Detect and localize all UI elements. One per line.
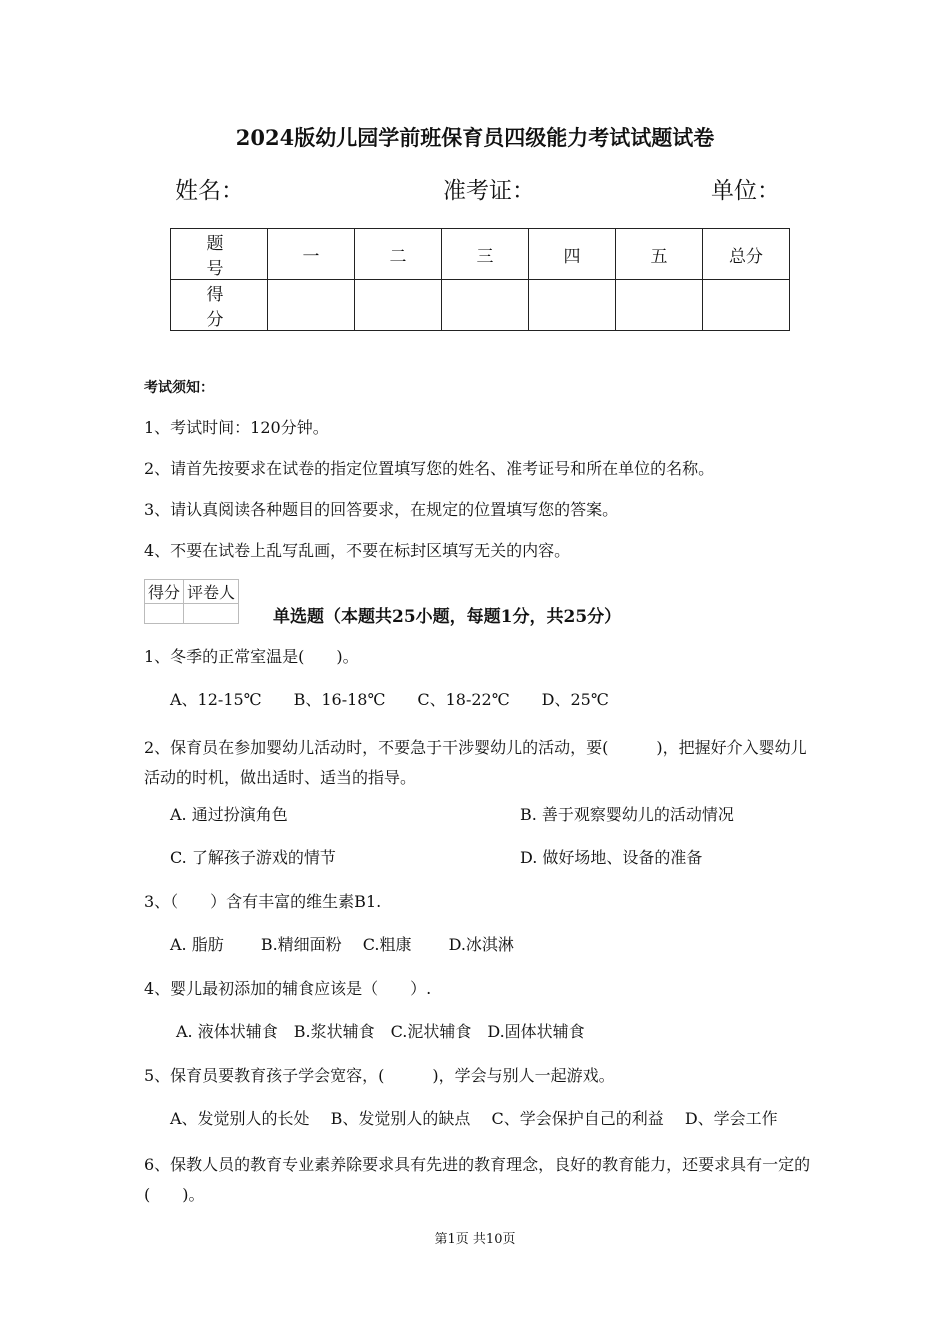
notice-item: 2、请首先按要求在试卷的指定位置填写您的姓名、准考证号和所在单位的名称。 [144,459,715,478]
exam-number-field-label: 准考证： [443,178,535,204]
question-2-option-a: A. 通过扮演角色 [170,805,288,824]
score-cell-3[interactable] [442,280,529,331]
total-header: 总分 [703,229,790,280]
notice-heading: 考试须知： [144,380,214,396]
score-cell-2[interactable] [355,280,442,331]
question-2-option-c: C. 了解孩子游戏的情节 [170,848,336,867]
notice-item: 4、不要在试卷上乱写乱画，不要在标封区填写无关的内容。 [144,541,571,560]
name-field-label: 姓名： [175,178,244,204]
score-cell-5[interactable] [616,280,703,331]
notice-item: 1、考试时间：120分钟。 [144,418,329,437]
score-cell-total[interactable] [703,280,790,331]
score-cell-4[interactable] [529,280,616,331]
question-6-stem: 6、保教人员的教育专业素养除要求具有先进的教育理念，良好的教育能力，还要求具有一定的( )。 [144,1155,811,1204]
question-number-header: 题 号 [171,229,268,280]
section-4-header: 四 [529,229,616,280]
score-table-header-row [171,229,790,280]
question-4-options: A. 液体状辅食 B.浆状辅食 C.泥状辅食 D.固体状辅食 [176,1022,585,1041]
notice-item: 3、请认真阅读各种题目的回答要求，在规定的位置填写您的答案。 [144,500,619,519]
section-2-header: 二 [355,229,442,280]
question-2-option-d: D. 做好场地、设备的准备 [520,848,703,867]
exam-title: 2024版幼儿园学前班保育员四级能力考试试题试卷 [235,125,715,150]
question-5-stem: 5、保育员要教育孩子学会宽容，( )，学会与别人一起游戏。 [144,1066,615,1085]
unit-field-label: 单位： [711,178,780,204]
question-1-options: A、12-15℃ B、16-18℃ C、18-22℃ D、25℃ [170,690,609,709]
section-3-header: 三 [442,229,529,280]
question-2-option-b: B. 善于观察婴幼儿的活动情况 [520,805,734,824]
section-5-header: 五 [616,229,703,280]
grader-reviewer-cell[interactable] [184,604,239,624]
grader-box [144,579,239,624]
question-3-stem: 3、（ ）含有丰富的维生素B1. [144,892,382,911]
question-1-stem: 1、冬季的正常室温是( )。 [144,647,359,666]
section-title: 单选题（本题共25小题，每题1分，共25分） [273,607,622,627]
section-1-header: 一 [268,229,355,280]
question-2-stem: 2、保育员在参加婴幼儿活动时，不要急于干涉婴幼儿的活动，要( )，把握好介入婴幼儿活动的时机，做出适时、适当的指导。 [144,738,807,787]
score-row-label: 得 分 [171,280,268,331]
score-table [170,228,790,331]
score-table-score-row [171,280,790,331]
page-footer: 第1页 共10页 [434,1232,516,1247]
question-4-stem: 4、婴儿最初添加的辅食应该是（ ）. [144,979,432,998]
question-5-options: A、发觉别人的长处 B、发觉别人的缺点 C、学会保护自己的利益 D、学会工作 [170,1109,778,1128]
question-3-options: A. 脂肪 B.精细面粉 C.粗康 D.冰淇淋 [170,935,514,954]
grader-score-cell[interactable] [145,604,184,624]
grader-score-label: 得分 [145,580,184,604]
grader-reviewer-label: 评卷人 [184,580,239,604]
score-cell-1[interactable] [268,280,355,331]
